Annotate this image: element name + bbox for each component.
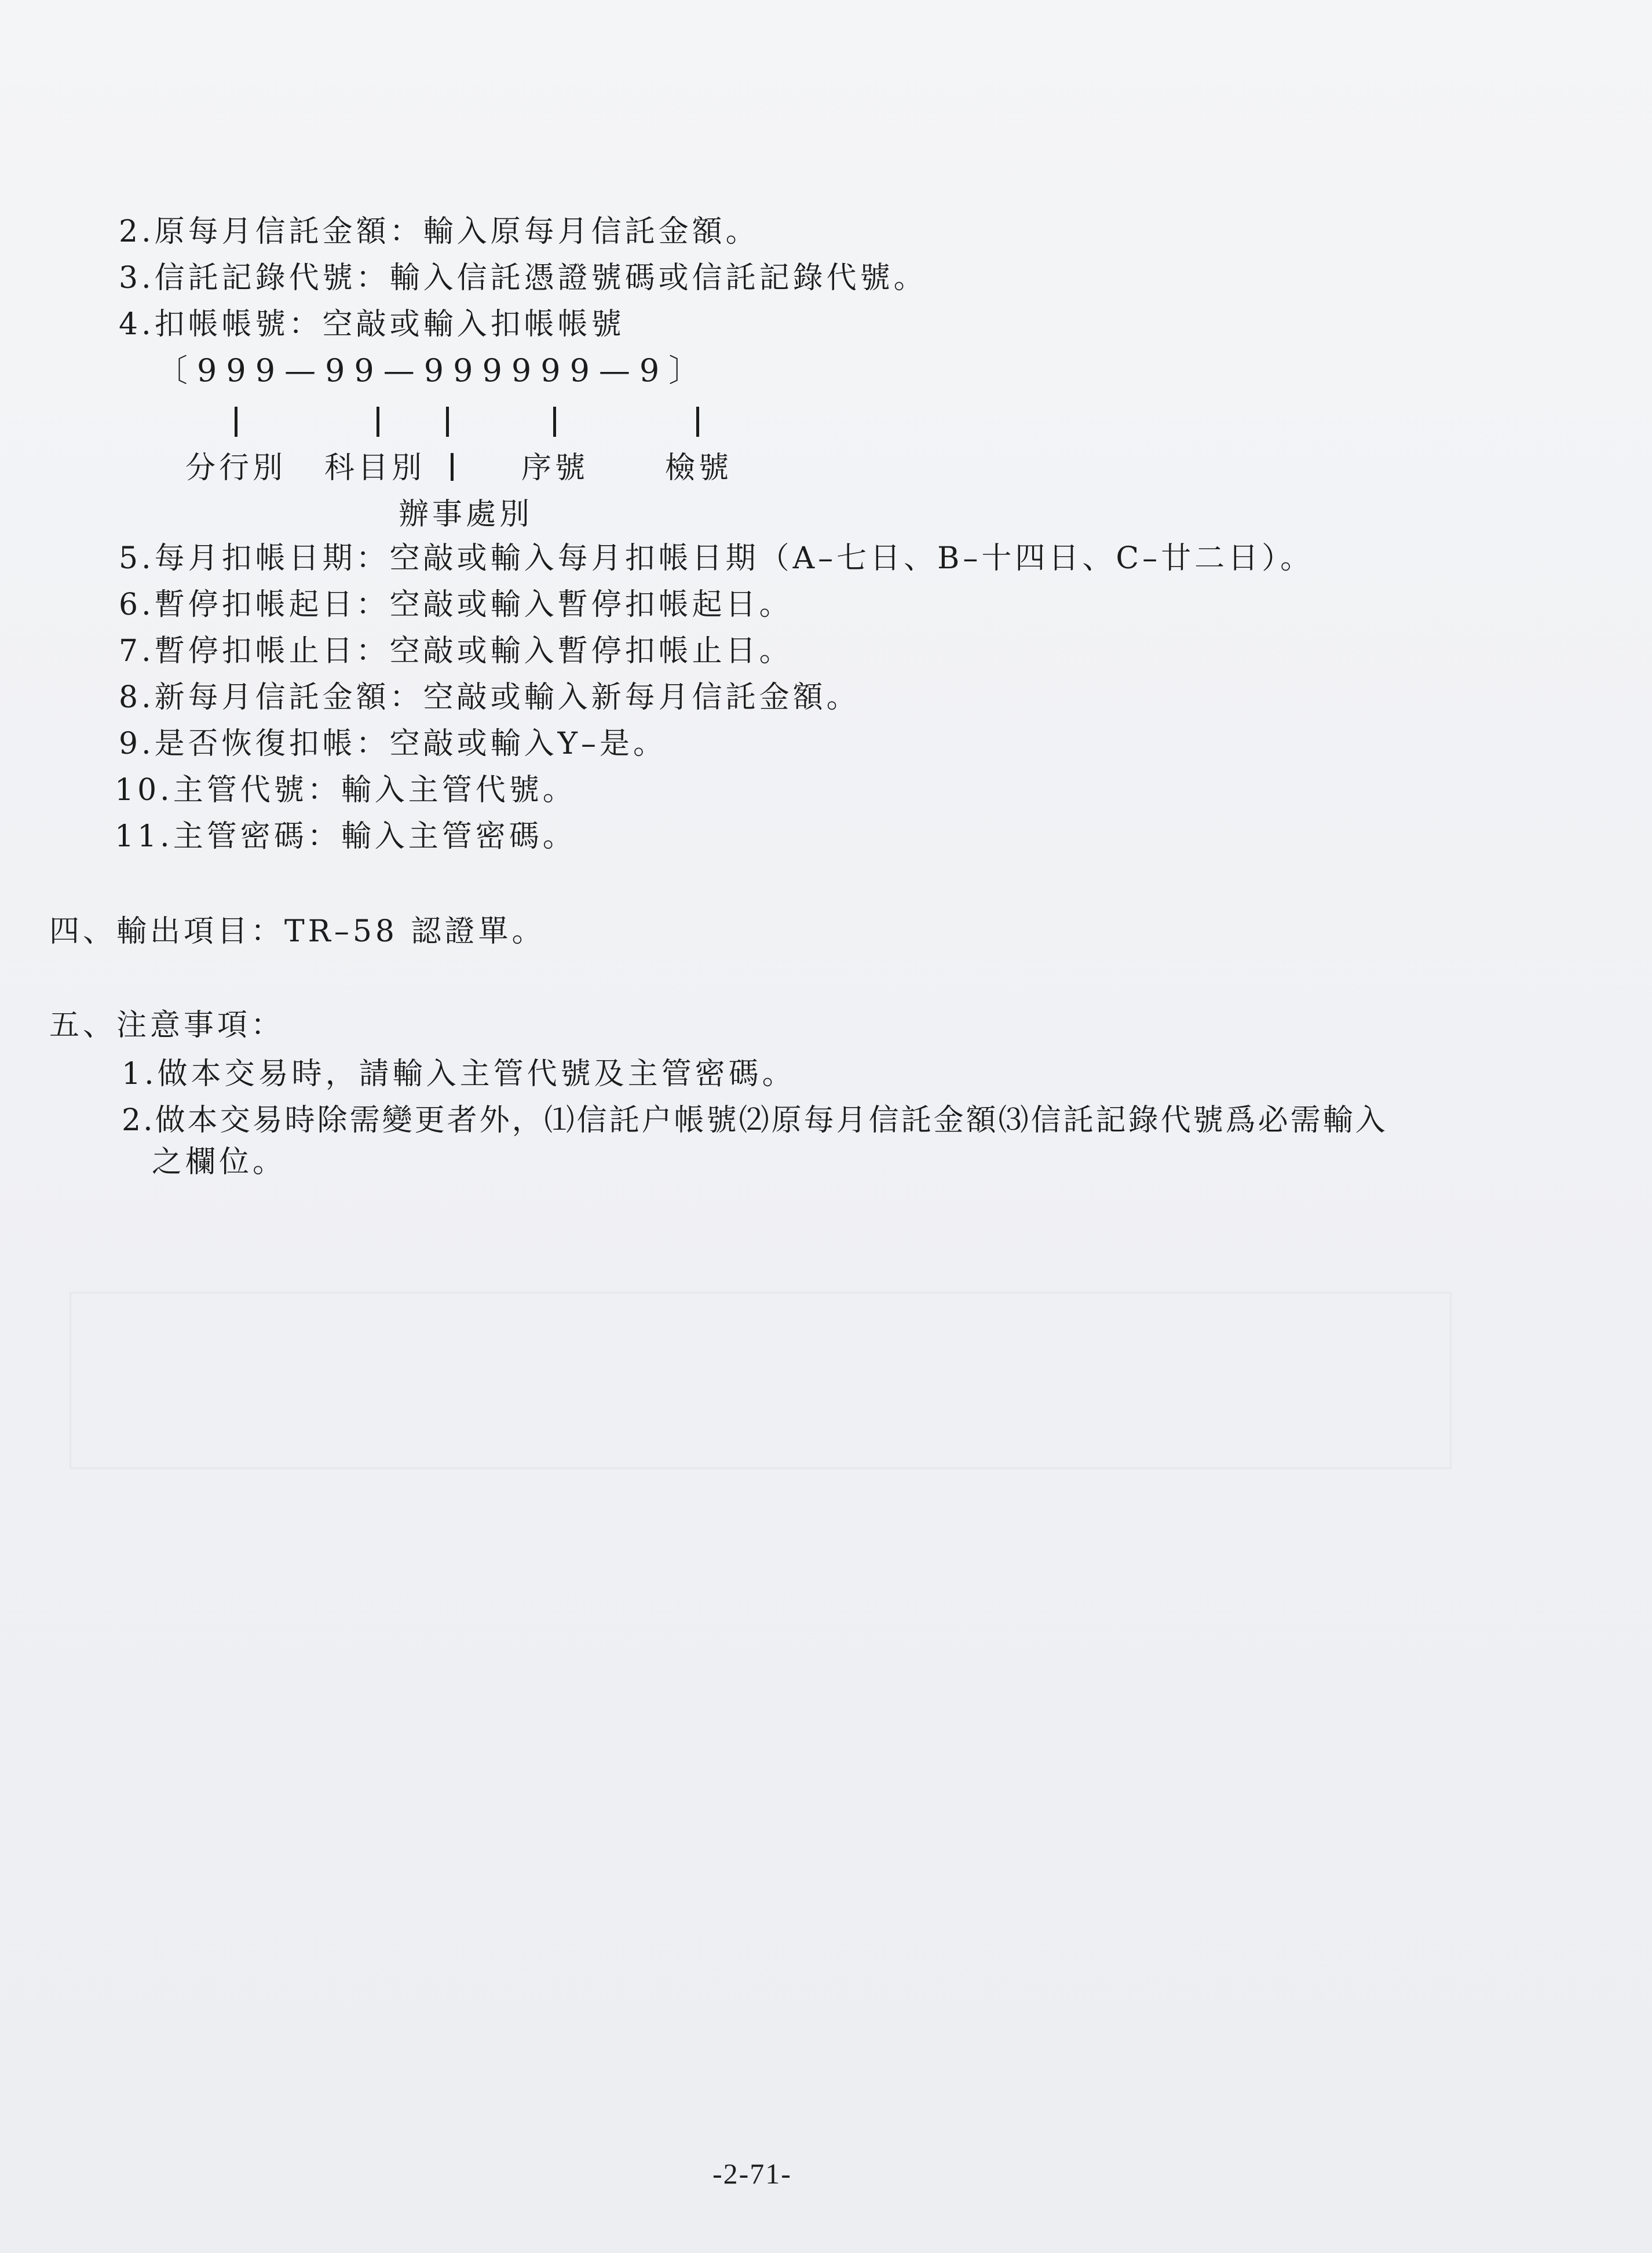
item-number: 2. [119,214,155,249]
input-item-11 [115,818,576,855]
check-label: 檢號 [665,451,733,485]
note-item-1 [122,1056,796,1093]
item-number: 2. [122,1103,155,1138]
input-item-7 [119,633,793,670]
output-section-heading: 四、輸出項目：TR–58 認證單。 [49,914,546,949]
item-text: 信託記錄代號：輸入信託憑證號碼或信託記錄代號。 [154,261,927,295]
item-number: 6. [119,587,155,622]
item-text: 暫停扣帳起日：空敲或輸入暫停扣帳起日。 [154,587,793,622]
input-item-10 [115,772,576,809]
item-number: 10. [115,773,173,808]
bleed-through-box [70,1292,1452,1469]
item-text: 做本交易時除需變更者外，⑴信託户帳號⑵原每月信託金額⑶信託記錄代號爲必需輸入 [155,1103,1388,1138]
serial-label: 序號 [521,451,589,485]
item-text: 主管密碼：輸入主管密碼。 [173,819,576,854]
branch-label: 分行別 [185,451,287,485]
item-text: 主管代號：輸入主管代號。 [173,773,576,808]
input-item-8 [119,679,860,716]
input-item-9 [119,725,667,762]
item-text: 暫停扣帳止日：空敲或輸入暫停扣帳止日。 [154,634,793,669]
item-number: 7. [119,634,155,669]
office-label: 辦事處別 [399,497,533,532]
input-item-5 [119,540,1314,577]
item-number: 11. [115,819,173,854]
item-text: 扣帳帳號：空敲或輸入扣帳帳號 [154,307,625,342]
item-number: 3. [119,261,155,295]
subject-tick-left [377,407,379,437]
item-number: 5. [119,541,155,576]
item-number: 4. [119,307,155,342]
item-text: 是否恢復扣帳：空敲或輸入Y–是。 [154,726,667,761]
subject-label: 科目別 [324,451,426,485]
office-tick [451,453,454,481]
item-number: 8. [119,680,155,715]
item-text: 每月扣帳日期：空敲或輸入每月扣帳日期（A–七日、B–十四日、C–廿二日）。 [154,541,1314,576]
note-item-2 [122,1102,1388,1139]
check-tick [696,407,699,437]
input-item-3 [119,260,927,297]
item-text: 做本交易時，請輸入主管代號及主管密碼。 [157,1057,796,1091]
page-number: -2-71- [712,2157,792,2190]
item-number: 9. [119,726,155,761]
input-item-4 [119,306,625,343]
serial-tick [553,407,556,437]
item-text: 新每月信託金額：空敲或輸入新每月信託金額。 [154,680,860,715]
account-number-pattern: 〔999—99—999999—9〕 [156,352,710,389]
notes-section-heading: 五、注意事項： [49,1008,285,1043]
input-item-6 [119,586,793,623]
branch-tick [235,407,237,437]
subject-tick-right [446,407,449,437]
item-text: 原每月信託金額：輸入原每月信託金額。 [154,214,759,249]
note-item-2-continuation: 之欄位。 [152,1145,287,1180]
item-number: 1. [122,1057,158,1091]
input-item-2 [119,213,759,250]
